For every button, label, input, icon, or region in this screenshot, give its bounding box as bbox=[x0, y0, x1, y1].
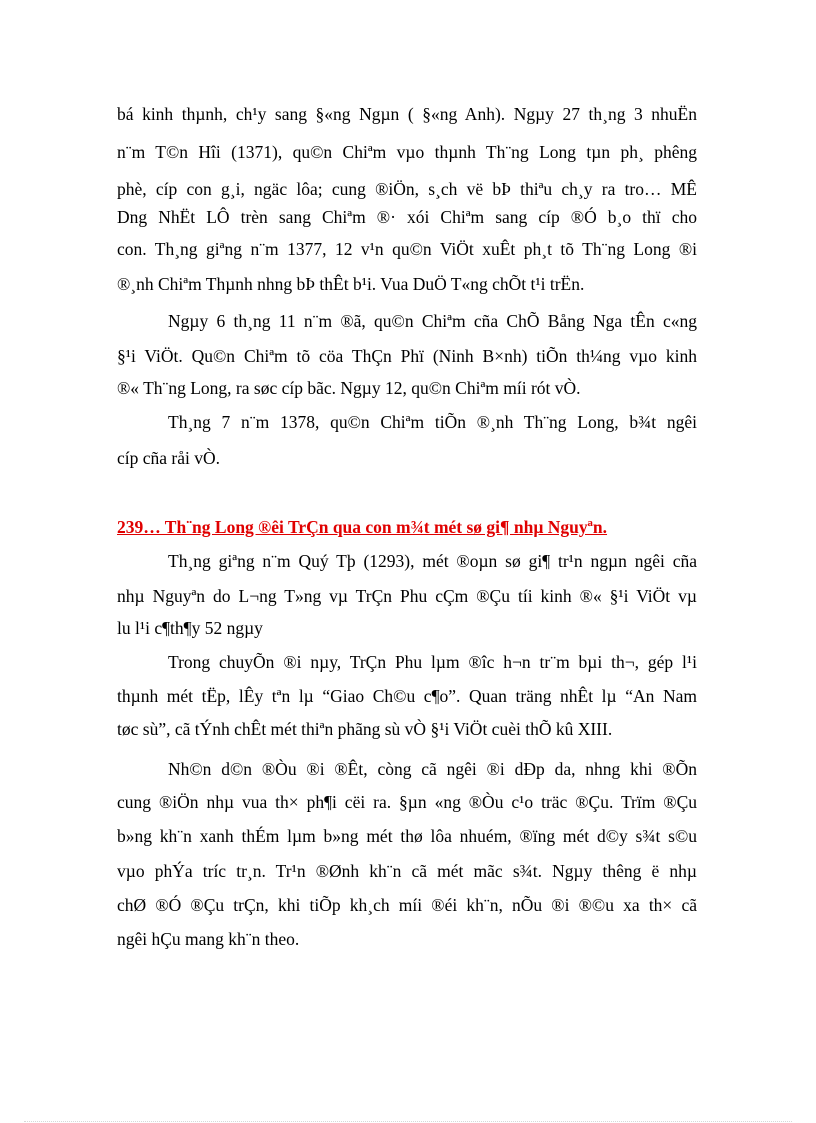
paragraph-line: Th¸ng 7 n¨m 1378, qu©n Chiªm tiÕn ®¸nh Th¨ng Long, b¾t ngêi bbox=[168, 412, 697, 432]
paragraph-line: Trong chuyÕn ®i nµy, TrÇn Phu lµm ®îc h¬n tr¨m bµi th¬, gép l¹i bbox=[168, 652, 697, 672]
paragraph-line: ngêi hÇu mang kh¨n theo. bbox=[117, 929, 300, 949]
paragraph-line: Ngµy 6 th¸ng 11 n¨m ®ã, qu©n Chiªm cña ChÕ Bång Nga tÊn c«ng bbox=[168, 311, 697, 331]
paragraph-line: thµnh mét tËp, lÊy tªn lµ “Giao Ch©u c¶o”. Quan träng nhÊt lµ “An Nam bbox=[117, 686, 697, 706]
paragraph-line: §¹i ViÖt. Qu©n Chiªm tõ cöa ThÇn Phï (Ninh B×nh) tiÕn th¼ng vµo kinh bbox=[117, 346, 697, 366]
section-heading: 239… Th¨ng Long ®êi TrÇn qua con m¾t mét sø gi¶ nhµ Nguyªn. bbox=[117, 517, 608, 537]
paragraph-line: nhµ Nguyªn do L¬ng T»ng vµ TrÇn Phu cÇm ®Çu tíi kinh ®« §¹i ViÖt vµ bbox=[117, 586, 697, 606]
paragraph-line: Nh©n d©n ®Òu ®i ®Êt, còng cã ngêi ®i dÐp da, nhng khi ®Õn bbox=[168, 759, 697, 779]
paragraph-line: ®¸nh Chiªm Thµnh nhng bÞ thÊt b¹i. Vua DuÖ T«ng chÕt t¹i trËn. bbox=[117, 274, 585, 294]
page-bottom-divider bbox=[24, 1121, 792, 1122]
paragraph-line: vµo phÝa tríc tr¸n. Tr¹n ®Ønh kh¨n cã mét mãc s¾t. Ngµy thêng ë nhµ bbox=[117, 861, 697, 881]
paragraph-line: lu l¹i c¶th¶y 52 ngµy bbox=[117, 618, 263, 638]
paragraph-line: bá kinh thµnh, ch¹y sang §«ng Ngµn ( §«ng Anh). Ngµy 27 th¸ng 3 nhuËn bbox=[117, 104, 697, 124]
paragraph-line: phè, cíp con g¸i, ngäc lôa; cung ®iÖn, s¸ch vë bÞ thiªu ch¸y ra tro… MÊ bbox=[117, 179, 697, 199]
paragraph-line: ®« Th¨ng Long, ra søc cíp bãc. Ngµy 12, qu©n Chiªm míi rót vÒ. bbox=[117, 378, 581, 398]
paragraph-line: n¨m T©n Hîi (1371), qu©n Chiªm vµo thµnh Th¨ng Long tµn ph¸ phêng bbox=[117, 142, 697, 162]
paragraph-line: b»ng kh¨n xanh thÉm lµm b»ng mét thø lôa nhuém, ®ïng mét d©y s¾t s©u bbox=[117, 826, 697, 846]
paragraph-line: tøc sù”, cã tÝnh chÊt mét thiªn phãng sù vÒ §¹i ViÖt cuèi thÕ kû XIII. bbox=[117, 719, 613, 739]
paragraph-line: Dng NhËt LÔ trèn sang Chiªm ®· xói Chiªm sang cíp ®Ó b¸o thï cho bbox=[117, 207, 697, 227]
paragraph-line: Th¸ng giªng n¨m Quý Tþ (1293), mét ®oµn sø gi¶ tr¹n ngµn ngêi cña bbox=[168, 551, 697, 571]
paragraph-line: cíp cña råi vÒ. bbox=[117, 448, 221, 468]
paragraph-line: chØ ®Ó ®Çu trÇn, khi tiÕp kh¸ch míi ®éi kh¨n, nÕu ®i ®©u xa th× cã bbox=[117, 895, 697, 915]
paragraph-line: cung ®iÖn nhµ vua th× ph¶i cëi ra. §µn «ng ®Òu c¹o träc ®Çu. Trïm ®Çu bbox=[117, 792, 697, 812]
paragraph-line: con. Th¸ng giªng n¨m 1377, 12 v¹n qu©n ViÖt xuÊt ph¸t tõ Th¨ng Long ®i bbox=[117, 239, 697, 259]
